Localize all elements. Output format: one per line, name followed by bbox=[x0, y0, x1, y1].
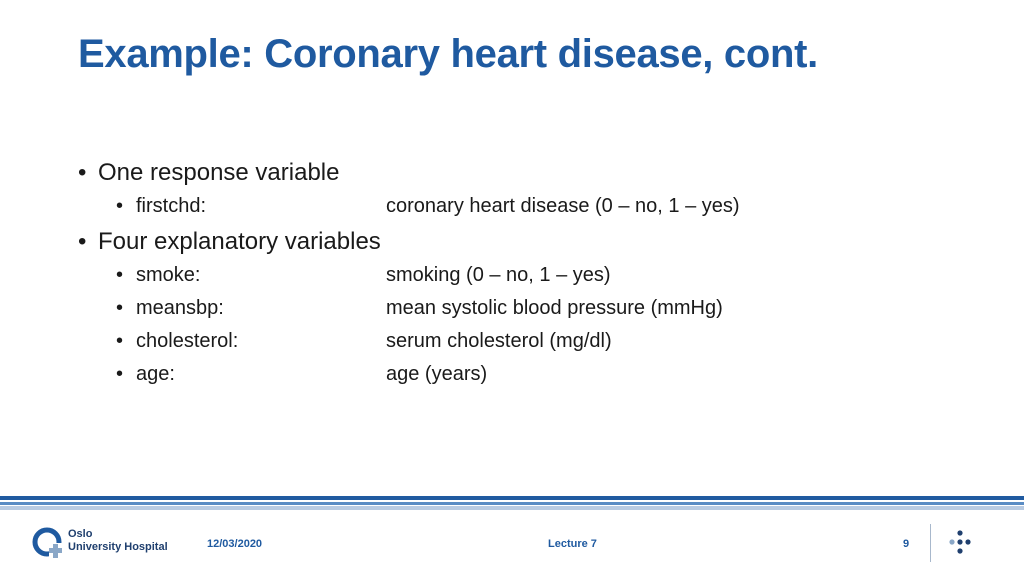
bullet-icon: • bbox=[116, 297, 124, 319]
variable-item bbox=[78, 292, 723, 325]
bullet-icon: • bbox=[78, 228, 87, 255]
section-heading bbox=[78, 156, 381, 190]
variable-item bbox=[78, 358, 488, 391]
bullet-icon: • bbox=[116, 264, 124, 286]
variable-description: age (years) bbox=[386, 363, 488, 385]
footer-vertical-divider bbox=[930, 524, 931, 562]
hospital-logo bbox=[32, 526, 182, 562]
dot-cross-icon bbox=[946, 530, 974, 556]
section-heading-text: Four explanatory variables bbox=[98, 228, 381, 255]
logo-line-1: Oslo bbox=[68, 528, 93, 540]
footer-divider-bar bbox=[0, 496, 1024, 510]
section-heading bbox=[78, 225, 381, 259]
bullet-icon: • bbox=[116, 195, 124, 217]
hospital-cross-icon bbox=[32, 526, 66, 560]
variable-description: mean systolic blood pressure (mmHg) bbox=[386, 297, 723, 319]
bullet-icon: • bbox=[116, 330, 124, 352]
page-number: 9 bbox=[903, 538, 910, 550]
variable-item bbox=[78, 190, 740, 223]
footer-lecture: Lecture 7 bbox=[548, 538, 597, 550]
logo-line-2: University Hospital bbox=[68, 541, 168, 553]
section-heading-text: One response variable bbox=[98, 159, 340, 186]
variable-name: age: bbox=[136, 363, 175, 385]
slide-title: Example: Coronary heart disease, cont. bbox=[78, 32, 818, 76]
variable-description: smoking (0 – no, 1 – yes) bbox=[386, 264, 611, 286]
variable-name: firstchd: bbox=[136, 195, 207, 217]
bullet-icon: • bbox=[78, 159, 87, 186]
variable-description: coronary heart disease (0 – no, 1 – yes) bbox=[386, 195, 740, 217]
logo-text bbox=[68, 528, 168, 554]
variable-name: meansbp: bbox=[136, 297, 224, 319]
variable-name: smoke: bbox=[136, 264, 201, 286]
bullet-icon: • bbox=[116, 363, 124, 385]
footer-date: 12/03/2020 bbox=[207, 538, 263, 550]
slide-content bbox=[78, 156, 740, 391]
variable-item bbox=[78, 325, 612, 358]
variable-description: serum cholesterol (mg/dl) bbox=[386, 330, 612, 352]
variable-item bbox=[78, 259, 611, 292]
variable-name: cholesterol: bbox=[136, 330, 239, 352]
